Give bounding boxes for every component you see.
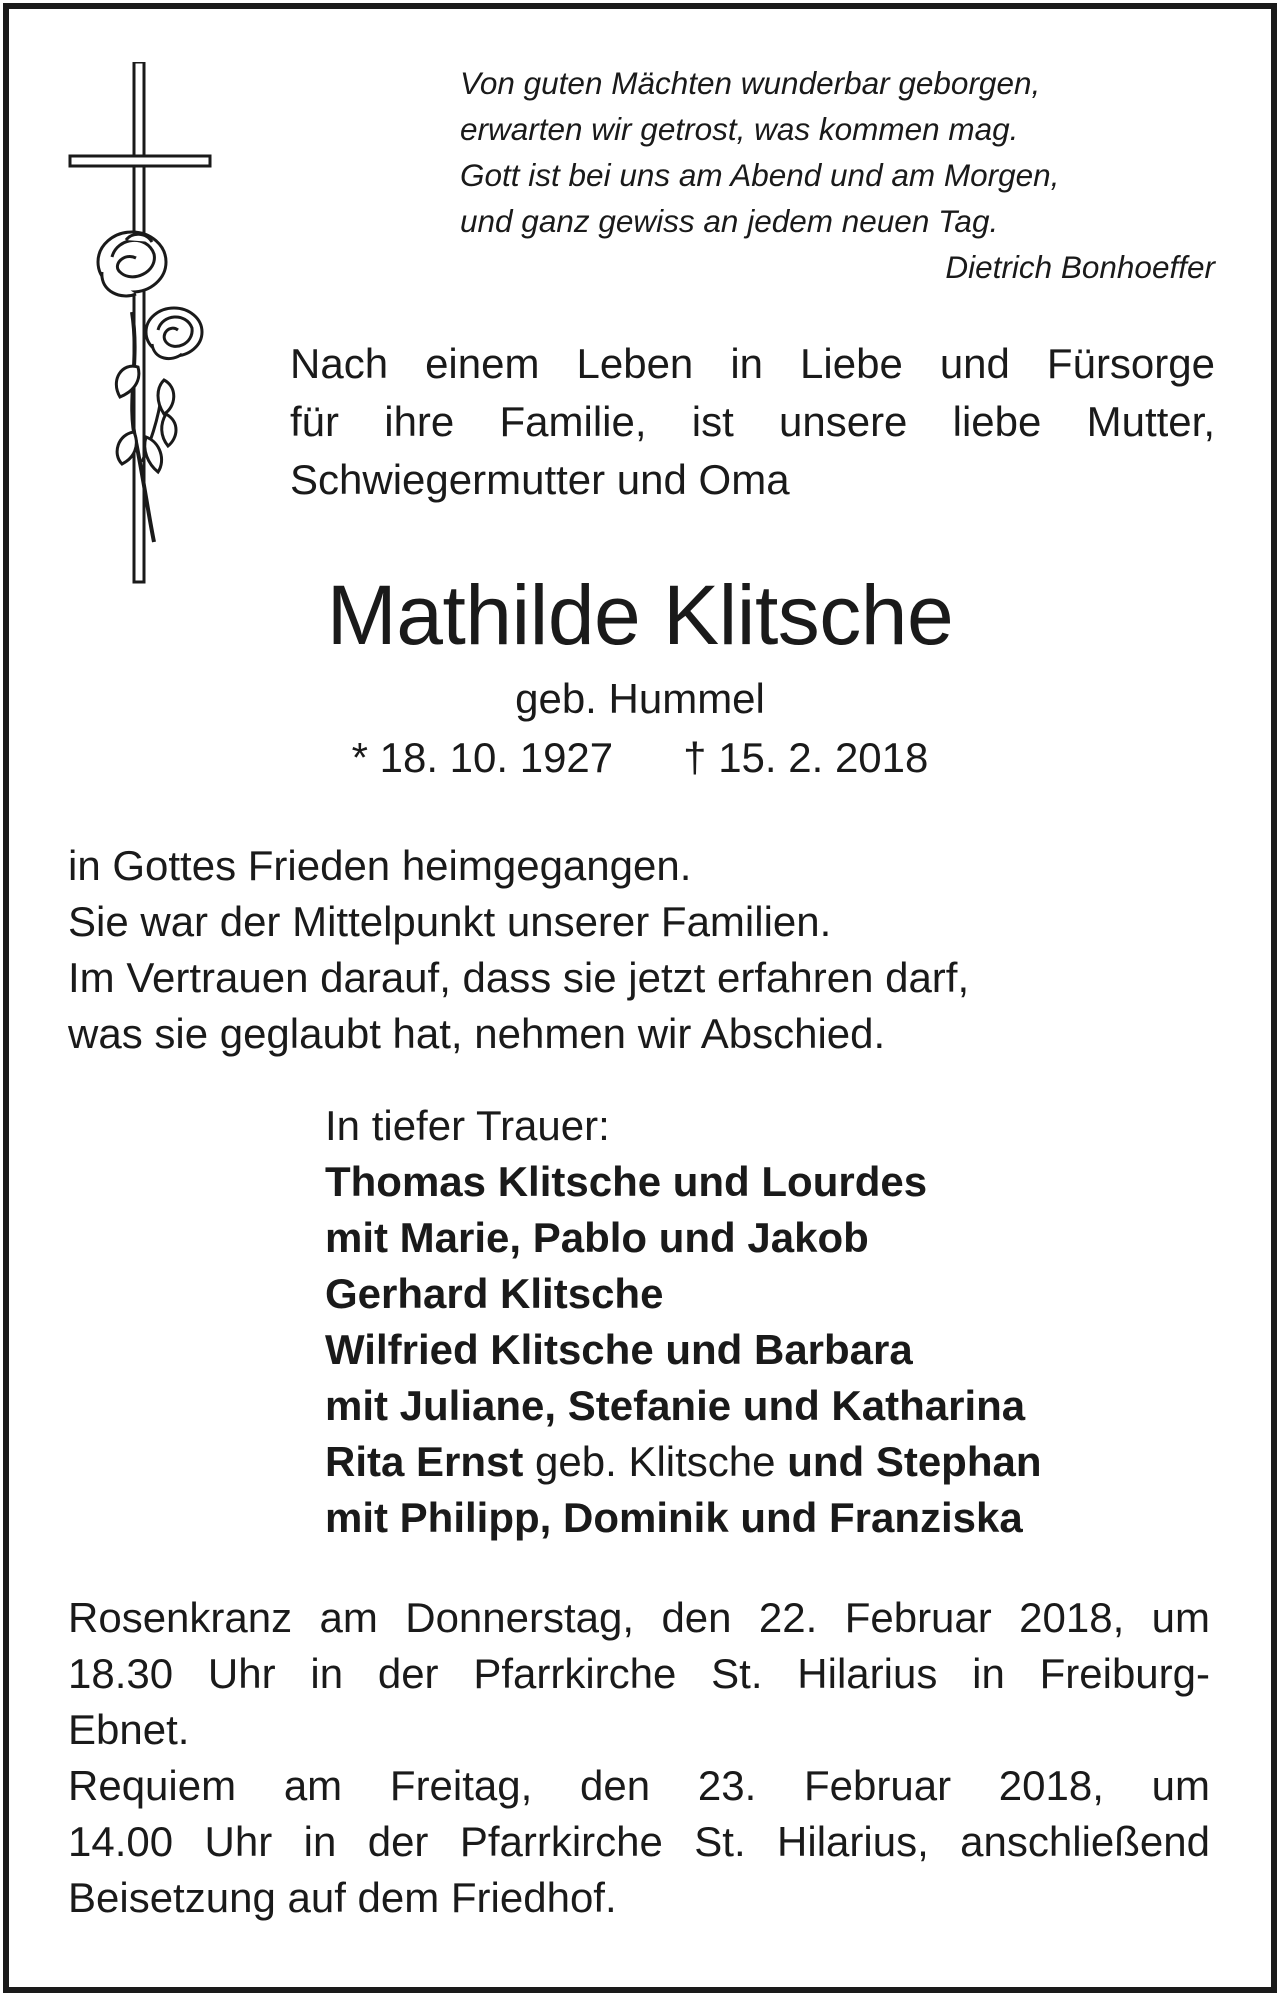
- mourners-heading: In tiefer Trauer:: [325, 1102, 610, 1149]
- quote-line: und ganz gewiss an jedem neuen Tag.: [460, 203, 999, 239]
- service-line: Beisetzung auf dem Friedhof.: [68, 1874, 617, 1921]
- mourner-nee: geb. Klitsche: [523, 1438, 788, 1485]
- bible-quote: [460, 60, 1215, 290]
- mourner-name: Rita Ernst: [325, 1438, 524, 1485]
- mourner-line: Wilfried Klitsche und Barbara: [325, 1326, 913, 1373]
- birth-date: * 18. 10. 1927: [351, 734, 614, 781]
- mourner-line: mit Marie, Pablo und Jakob: [325, 1214, 869, 1261]
- quote-line: erwarten wir getrost, was kommen mag.: [460, 111, 1019, 147]
- mourner-spouse: und Stephan: [787, 1438, 1042, 1485]
- service-line: 18.30 Uhr in der Pfarrkirche St. Hilarius in Freiburg-: [68, 1650, 1210, 1697]
- farewell-line: Im Vertrauen darauf, dass sie jetzt erfahren darf,: [68, 954, 970, 1001]
- intro-text: [290, 335, 1215, 509]
- farewell-line: Sie war der Mittelpunkt unserer Familien.: [68, 898, 832, 945]
- deceased-name: Mathilde Klitsche: [326, 568, 954, 662]
- mourner-line: mit Philipp, Dominik und Franziska: [325, 1494, 1023, 1541]
- service-line: Ebnet.: [68, 1706, 190, 1753]
- mourners-list: [325, 1098, 1225, 1546]
- death-date: † 15. 2. 2018: [683, 734, 929, 781]
- service-line: 14.00 Uhr in der Pfarrkirche St. Hilarius, anschließend: [68, 1818, 1210, 1865]
- mourner-line: Thomas Klitsche und Lourdes: [325, 1158, 928, 1205]
- life-dates: [0, 730, 1280, 786]
- quote-author: Dietrich Bonhoeffer: [945, 249, 1215, 285]
- farewell-text: [68, 838, 1228, 1062]
- maiden-name: geb. Hummel: [515, 675, 765, 722]
- intro-line: Nach einem Leben in Liebe und Fürsorge: [290, 340, 1215, 387]
- quote-line: Von guten Mächten wunderbar geborgen,: [460, 65, 1041, 101]
- cross-with-roses-icon: [62, 62, 222, 592]
- service-line: Rosenkranz am Donnerstag, den 22. Februar 2018, um: [68, 1594, 1210, 1641]
- mourner-line: Gerhard Klitsche: [325, 1270, 664, 1317]
- intro-line: Schwiegermutter und Oma: [290, 456, 790, 503]
- intro-line: für ihre Familie, ist unsere liebe Mutter,: [290, 398, 1215, 445]
- farewell-line: in Gottes Frieden heimgegangen.: [68, 842, 692, 889]
- mourner-line: mit Juliane, Stefanie und Katharina: [325, 1382, 1026, 1429]
- service-details: [68, 1590, 1210, 1926]
- farewell-line: was sie geglaubt hat, nehmen wir Abschied.: [68, 1010, 886, 1057]
- service-line: Requiem am Freitag, den 23. Februar 2018, um: [68, 1762, 1210, 1809]
- mourner-line-rita: [325, 1434, 1225, 1490]
- quote-line: Gott ist bei uns am Abend und am Morgen,: [460, 157, 1060, 193]
